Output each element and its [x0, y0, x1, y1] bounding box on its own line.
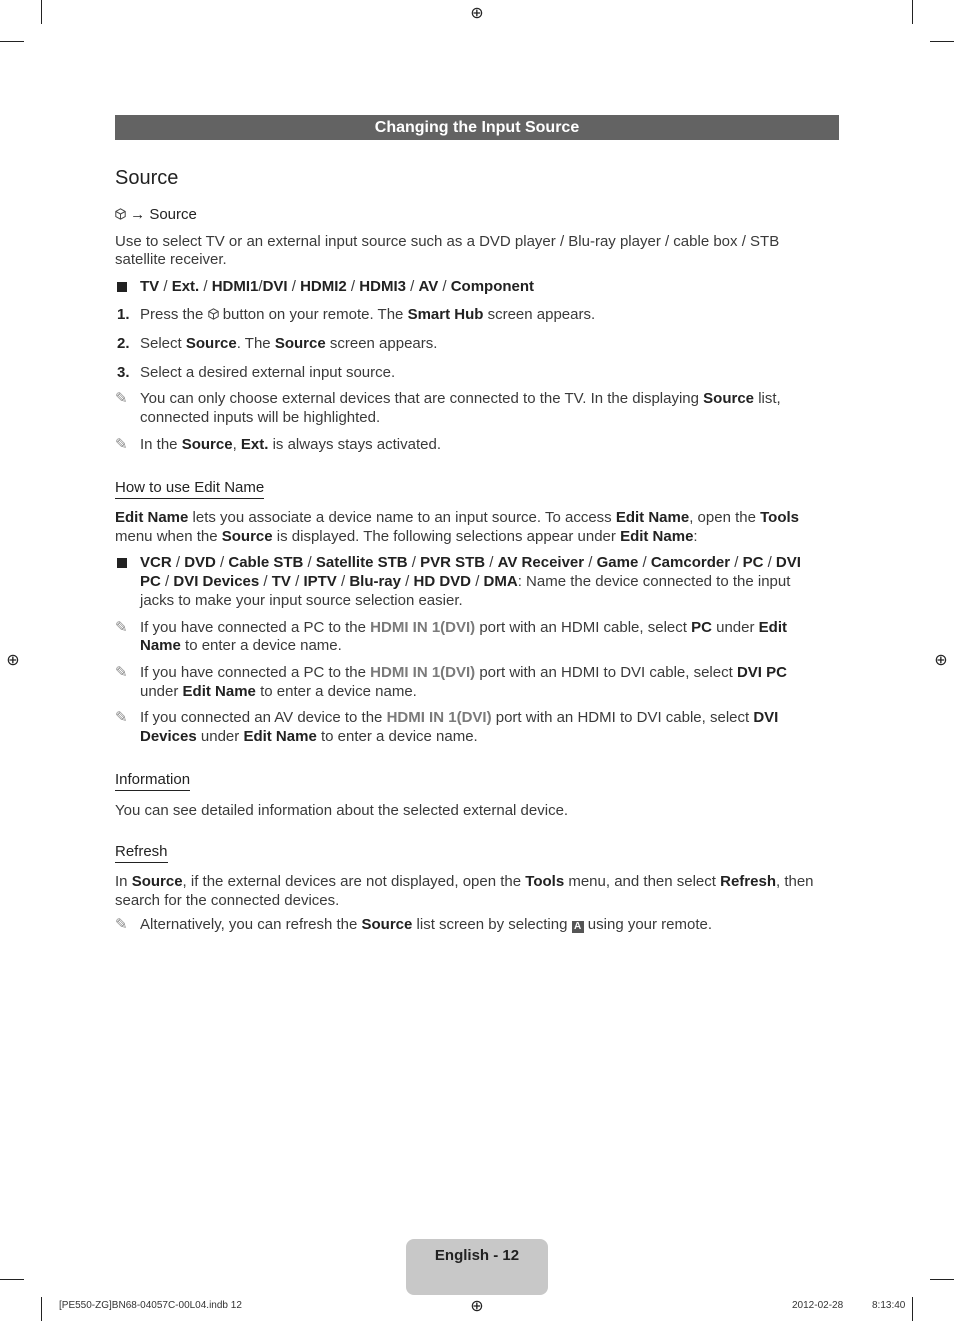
step-2: Select Source. The Source screen appears. [140, 335, 438, 352]
edit-name-desc: menu when the Source is displayed. The following selections appear under Edit Name: [115, 528, 698, 545]
step-1: Press the button on your remote. The Smart Hub screen appears. [140, 306, 596, 323]
page-number-tab: English - 12 [406, 1239, 548, 1295]
source-note-2: In the Source, Ext. is always stays activated. [140, 436, 441, 453]
edit-name-heading: How to use Edit Name [115, 478, 264, 499]
source-description: satellite receiver. [115, 251, 227, 268]
refresh-note: Alternatively, you can refresh the Source list screen by selecting A using your remote. [140, 916, 713, 933]
step-number: 2. [117, 335, 130, 352]
note-icon: ✎ [115, 709, 128, 726]
crop-mark [41, 0, 42, 24]
refresh-desc: In Source, if the external devices are not displayed, open the Tools menu, and then select Refresh, then [115, 873, 814, 890]
edit-name-note-2-cont: under Edit Name to enter a device name. [140, 683, 417, 700]
note-icon: ✎ [115, 390, 128, 407]
section-title-bar: Changing the Input Source [115, 115, 839, 140]
information-heading: Information [115, 770, 190, 791]
source-heading: Source [115, 167, 179, 189]
source-description: Use to select TV or an external input source such as a DVD player / Blu-ray player / cable box / STB [115, 233, 780, 250]
edit-name-desc: Edit Name lets you associate a device name to an input source. To access Edit Name, open the Tools [115, 509, 799, 526]
crop-mark [0, 1279, 24, 1280]
device-list: VCR / DVD / Cable STB / Satellite STB / PVR STB / AV Receiver / Game / Camcorder / PC / DVI [140, 554, 801, 571]
crop-mark [0, 41, 24, 42]
crop-mark [930, 1279, 954, 1280]
menu-icon [115, 208, 126, 220]
footer-file: [PE550-ZG]BN68-04057C-00L04.indb 12 [59, 1300, 242, 1311]
crop-mark [912, 0, 913, 24]
footer-date: 2012-02-28 [792, 1300, 844, 1311]
registration-mark-icon: ⊕ [6, 650, 20, 669]
note-icon: ✎ [115, 916, 128, 933]
a-button-icon: A [572, 921, 584, 933]
menu-icon [208, 308, 219, 320]
footer-time: 8:13:40 [872, 1300, 906, 1311]
step-number: 1. [117, 306, 130, 323]
refresh-heading: Refresh [115, 842, 168, 863]
edit-name-note-2: If you have connected a PC to the HDMI IN 1(DVI) port with an HDMI to DVI cable, select DVI PC [140, 664, 787, 681]
menu-path [115, 205, 197, 224]
refresh-desc: search for the connected devices. [115, 892, 340, 909]
bullet-square [117, 282, 127, 292]
crop-mark [912, 1297, 913, 1321]
source-note-1-cont: connected inputs will be highlighted. [140, 409, 381, 426]
bullet-square [117, 558, 127, 568]
menu-path-label: → Source [130, 206, 197, 223]
crop-mark [41, 1297, 42, 1321]
step-number: 3. [117, 364, 130, 381]
source-options: TV / Ext. / HDMI1/DVI / HDMI2 / HDMI3 / AV / Component [140, 278, 535, 295]
step-3: Select a desired external input source. [140, 364, 396, 381]
note-icon: ✎ [115, 619, 128, 636]
information-desc: You can see detailed information about the selected external device. [115, 802, 569, 819]
crop-mark [930, 41, 954, 42]
device-list-desc: jacks to make your input source selection easier. [140, 592, 463, 609]
edit-name-note-1: If you have connected a PC to the HDMI IN 1(DVI) port with an HDMI cable, select PC under Edit [140, 619, 787, 636]
source-note-1: You can only choose external devices that are connected to the TV. In the displaying Source list, [140, 390, 781, 407]
note-icon: ✎ [115, 436, 128, 453]
edit-name-note-3-cont: Devices under Edit Name to enter a device name. [140, 728, 478, 745]
edit-name-note-1-cont: Name to enter a device name. [140, 637, 342, 654]
edit-name-note-3: If you connected an AV device to the HDMI IN 1(DVI) port with an HDMI to DVI cable, select DVI [140, 709, 779, 726]
registration-mark-icon: ⊕ [470, 3, 484, 22]
registration-mark-icon: ⊕ [934, 650, 948, 669]
registration-mark-icon: ⊕ [470, 1296, 484, 1315]
device-list: PC / DVI Devices / TV / IPTV / Blu-ray / HD DVD / DMA: Name the device connected to the input [140, 573, 791, 590]
note-icon: ✎ [115, 664, 128, 681]
